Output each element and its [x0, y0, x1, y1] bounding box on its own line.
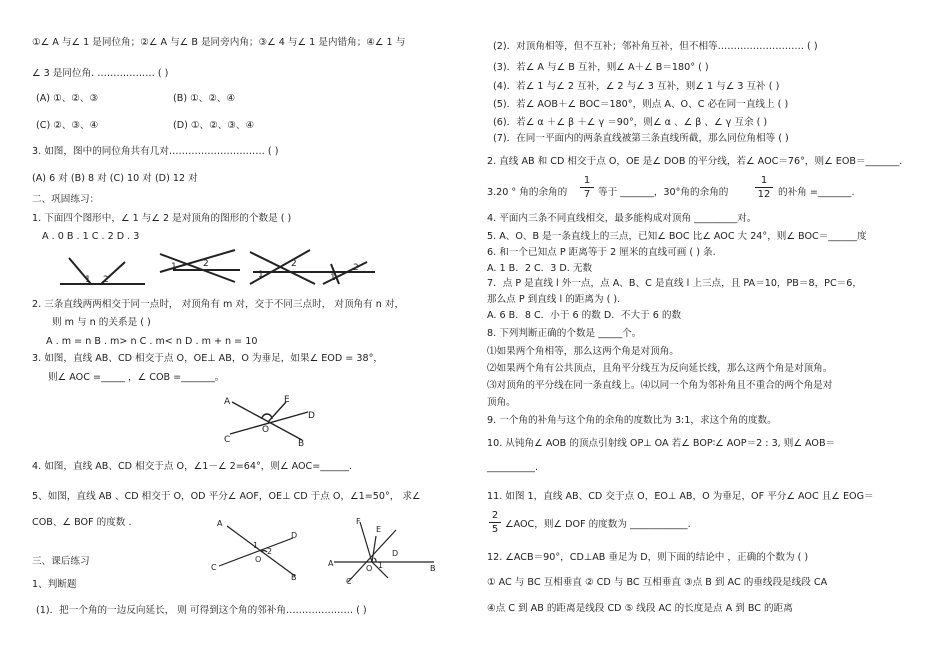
- fig4-label-1: 1: [330, 273, 336, 283]
- prev-option-c: (C) ②、③、④: [36, 120, 99, 131]
- problem-7-options: A. 6 B．8 C．小于 6 的数 D．不大于 6 的数: [487, 310, 682, 321]
- fraction-numerator: 1: [760, 175, 768, 186]
- section-3-heading: 三、课后练习: [32, 556, 90, 567]
- q4-label-b: B: [291, 573, 297, 582]
- problem-12: 12. ∠ACB＝90°，CD⊥AB 垂足为 D，则下面的结论中 ，正确的个数为 ( ): [487, 552, 809, 563]
- fraction-denominator: 12: [757, 189, 771, 200]
- judge-item-6: (6)．若∠ α ＋∠ β ＋∠ γ ＝90°，则∠ α 、∠ β 、∠ γ 互余 ( ): [493, 117, 768, 128]
- prev-question-line-1: ①∠ A 与∠ 1 是同位角；②∠ A 与∠ B 是同旁内角；③∠ 4 与∠ 1 是内错角；④∠ 1 与: [32, 37, 406, 48]
- q4-label-o: O: [255, 555, 262, 564]
- problem-7-line-2: 那么点 P 到直线 l 的距离为 ( ).: [487, 294, 621, 305]
- fig2-label-1: 1: [171, 262, 177, 272]
- question-3-options: (A) 6 对 (B) 8 对 (C) 10 对 (D) 12 对: [32, 173, 198, 184]
- consolidation-question-3-line-1: 3. 如图，直线 AB、CD 相交于点 O，OE⊥ AB，O 为垂足，如果∠ EOD = 38°，: [32, 353, 383, 364]
- q5-label-c: C: [346, 577, 352, 586]
- q4-label-1: 1: [253, 541, 259, 550]
- problem-12-options-row-2: ④点 C 到 AB 的距离是线段 CD ⑤ 线段 AC 的长度是点 A 到 BC 的距离: [487, 603, 793, 614]
- judge-heading: 1、判断题: [32, 579, 77, 590]
- q3-label-a: A: [224, 397, 231, 407]
- consolidation-question-2-options: A . m = n B . m> n C . m< n D . m + n = 10: [46, 336, 258, 347]
- consolidation-question-1-options: A . 0 B . 1 C . 2 D . 3: [42, 231, 140, 242]
- problem-3-suffix: 的补角 =_______.: [778, 187, 855, 198]
- consolidation-question-1: 1. 下面四个图形中，∠ 1 与∠ 2 是对顶角的图形的个数是 ( ): [32, 213, 292, 224]
- consolidation-question-2-line-2: 则 m 与 n 的关系是 ( ): [52, 317, 151, 328]
- problem-12-options-row-1: ① AC 与 BC 互相垂直 ② CD 与 BC 互相垂直 ③点 B 到 AC 的垂线段是线段 CA: [487, 577, 828, 588]
- q3-label-e: E: [284, 395, 290, 405]
- problem-10-line-1: 10. 从钝角∠ AOB 的顶点引射线 OP⊥ OA 若∠ BOP∶∠ AOP＝2 : 3, 则∠ AOB＝: [487, 438, 836, 449]
- fig1-label-1: 1: [85, 275, 91, 285]
- problem-8-statement-1: ⑴如果两个角相等，那么这两个角是对顶角。: [487, 346, 679, 357]
- judge-item-4: (4)．若∠ 1 与∠ 2 互补，∠ 2 与∠ 3 互补，则∠ 1 与∠ 3 互补 ( ): [493, 81, 780, 92]
- fraction-numerator: 1: [583, 175, 591, 186]
- problem-8-statement-3-cont: 顶角。: [487, 397, 516, 408]
- angle-figures-q1: [55, 244, 380, 290]
- q5-label-e: E: [376, 525, 382, 534]
- figure-q4-intersecting-lines: [205, 518, 305, 582]
- fraction-numerator: 2: [491, 510, 499, 521]
- prev-option-d: (D) ①、②、③、④: [173, 120, 255, 131]
- judge-item-7: (7)．在同一平面内的两条直线被第三条直线所截，那么同位角相等 ( ): [493, 133, 789, 144]
- judge-item-3: (3)．若∠ A 与∠ B 互补，则∠ A＋∠ B＝180° ( ): [493, 62, 709, 73]
- problem-5: 5. A、O、B 是一条直线上的三点，已知∠ BOC 比∠ AOC 大 24°，则∠ BOC＝______度: [487, 231, 867, 242]
- fig2-label-2: 2: [203, 259, 209, 269]
- q4-label-c: C: [211, 563, 217, 572]
- problem-11-line-1: 11. 如图 1，直线 AB、CD 交于点 O，EO⊥ AB，O 为垂足，OF 平分∠ AOC 且∠ EOG＝: [487, 491, 874, 502]
- q4-label-2: 2: [267, 547, 273, 556]
- consolidation-question-3-line-2: 则∠ AOC =_____ ，∠ COB =_______。: [48, 372, 225, 383]
- problem-8-statement-2: ⑵如果两个角有公共顶点，且角平分线互为反向延长线，那么这两个角是对顶角。: [487, 363, 833, 374]
- fig1-label-2: 2: [103, 275, 109, 285]
- q4-label-d: D: [291, 531, 298, 540]
- fig4-label-2: 2: [353, 263, 359, 273]
- problem-3-middle: 等于 _______，30°角的余角的: [598, 187, 729, 198]
- problem-2: 2. 直线 AB 和 CD 相交于点 O，OE 是∠ DOB 的平分线，若∠ AOC＝76°，则∠ EOB＝_______.: [487, 156, 903, 167]
- problem-3-fraction-1-7: [580, 175, 594, 200]
- problem-3-prefix: 3.20 ° 角的余角的: [487, 187, 568, 198]
- problem-8-statement-3: ⑶对顶角的平分线在同一条直线上。⑷以同一个角为邻补角且不重合的两个角是对: [487, 380, 833, 391]
- fraction-bar: [580, 187, 594, 188]
- q3-label-b: B: [298, 439, 305, 448]
- fig3-label-1: 1: [258, 270, 264, 280]
- problem-8: 8. 下列判断正确的个数是 _____个。: [487, 328, 642, 339]
- problem-11-fraction-2-5: [489, 510, 501, 535]
- problem-6-options: A. 1 B．2 C．3 D. 无数: [487, 263, 593, 274]
- fraction-denominator: 7: [583, 189, 591, 200]
- problem-3-fraction-1-12: [755, 175, 773, 200]
- figure-q3-intersecting-lines: [220, 390, 330, 448]
- figure-q5-intersecting-lines: [326, 516, 438, 586]
- section-2-heading: 二、巩固练习：: [32, 194, 100, 205]
- q5-label-d: D: [392, 549, 399, 558]
- q3-label-d: D: [308, 411, 315, 421]
- judge-item-5: (5)．若∠ AOB＋∠ BOC＝180°，则点 A、O、C 必在同一直线上 ( ): [493, 99, 789, 110]
- problem-7-line-1: 7．点 P 是直线 l 外一点，点 A、B、C 是直线 l 上三点，且 PA＝10，PB＝8，PC＝6，: [487, 278, 862, 289]
- q5-label-o: O: [366, 564, 373, 573]
- prev-option-a: (A) ①、②、③: [36, 93, 99, 104]
- fig3-label-2: 2: [291, 259, 297, 269]
- judge-item-2: (2)．对顶角相等，但不互补；邻补角互补，但不相等……………………… ( ): [493, 41, 818, 52]
- judge-item-1: (1)．把一个角的一边反向延长， 则 可得到这个角的邻补角………………… ( ): [36, 605, 367, 616]
- prev-option-b: (B) ①、②、④: [173, 93, 236, 104]
- problem-4: 4. 平面内三条不同直线相交，最多能构成对顶角 _________对。: [487, 213, 757, 224]
- problem-9: 9. 一个角的补角与这个角的余角的度数比为 3:1，求这个角的度数。: [487, 415, 777, 426]
- q5-label-a: A: [328, 559, 334, 568]
- prev-question-line-2: ∠ 3 是同位角. ……………… ( ): [32, 68, 169, 79]
- fraction-bar: [489, 522, 501, 523]
- fraction-denominator: 5: [491, 524, 499, 535]
- problem-11-line-2: ∠AOC，则∠ DOF 的度数为 ____________.: [505, 519, 691, 530]
- consolidation-question-5-line-2: COB、∠ BOF 的度数 .: [32, 517, 132, 528]
- q5-label-1: 1: [378, 561, 384, 570]
- consolidation-question-4: 4. 如图，直线 AB、CD 相交于点 O，∠1－∠ 2=64°，则∠ AOC=______.: [32, 461, 353, 472]
- problem-10-line-2: __________.: [487, 462, 539, 473]
- consolidation-question-5-line-1: 5、如图，直线 AB 、CD 相交于 O，OD 平分∠ AOF，OE⊥ CD 于点 O，∠1=50°， 求∠: [32, 491, 421, 502]
- fraction-bar: [755, 187, 773, 188]
- q5-label-b: B: [430, 564, 436, 573]
- problem-6: 6. 和一个已知点 P 距离等于 2 厘米的直线可画 ( ) 条.: [487, 247, 716, 258]
- q4-label-a: A: [217, 519, 223, 528]
- question-3: 3. 如图，图中的同位角共有几对………………………… ( ): [32, 146, 279, 157]
- q5-label-f: F: [356, 517, 361, 526]
- consolidation-question-2-line-1: 2. 三条直线两两相交于同一点时， 对顶角有 m 对，交于不同三点时， 对顶角有 n 对，: [32, 299, 405, 310]
- q3-label-c: C: [224, 435, 231, 445]
- q3-label-o: O: [262, 425, 270, 435]
